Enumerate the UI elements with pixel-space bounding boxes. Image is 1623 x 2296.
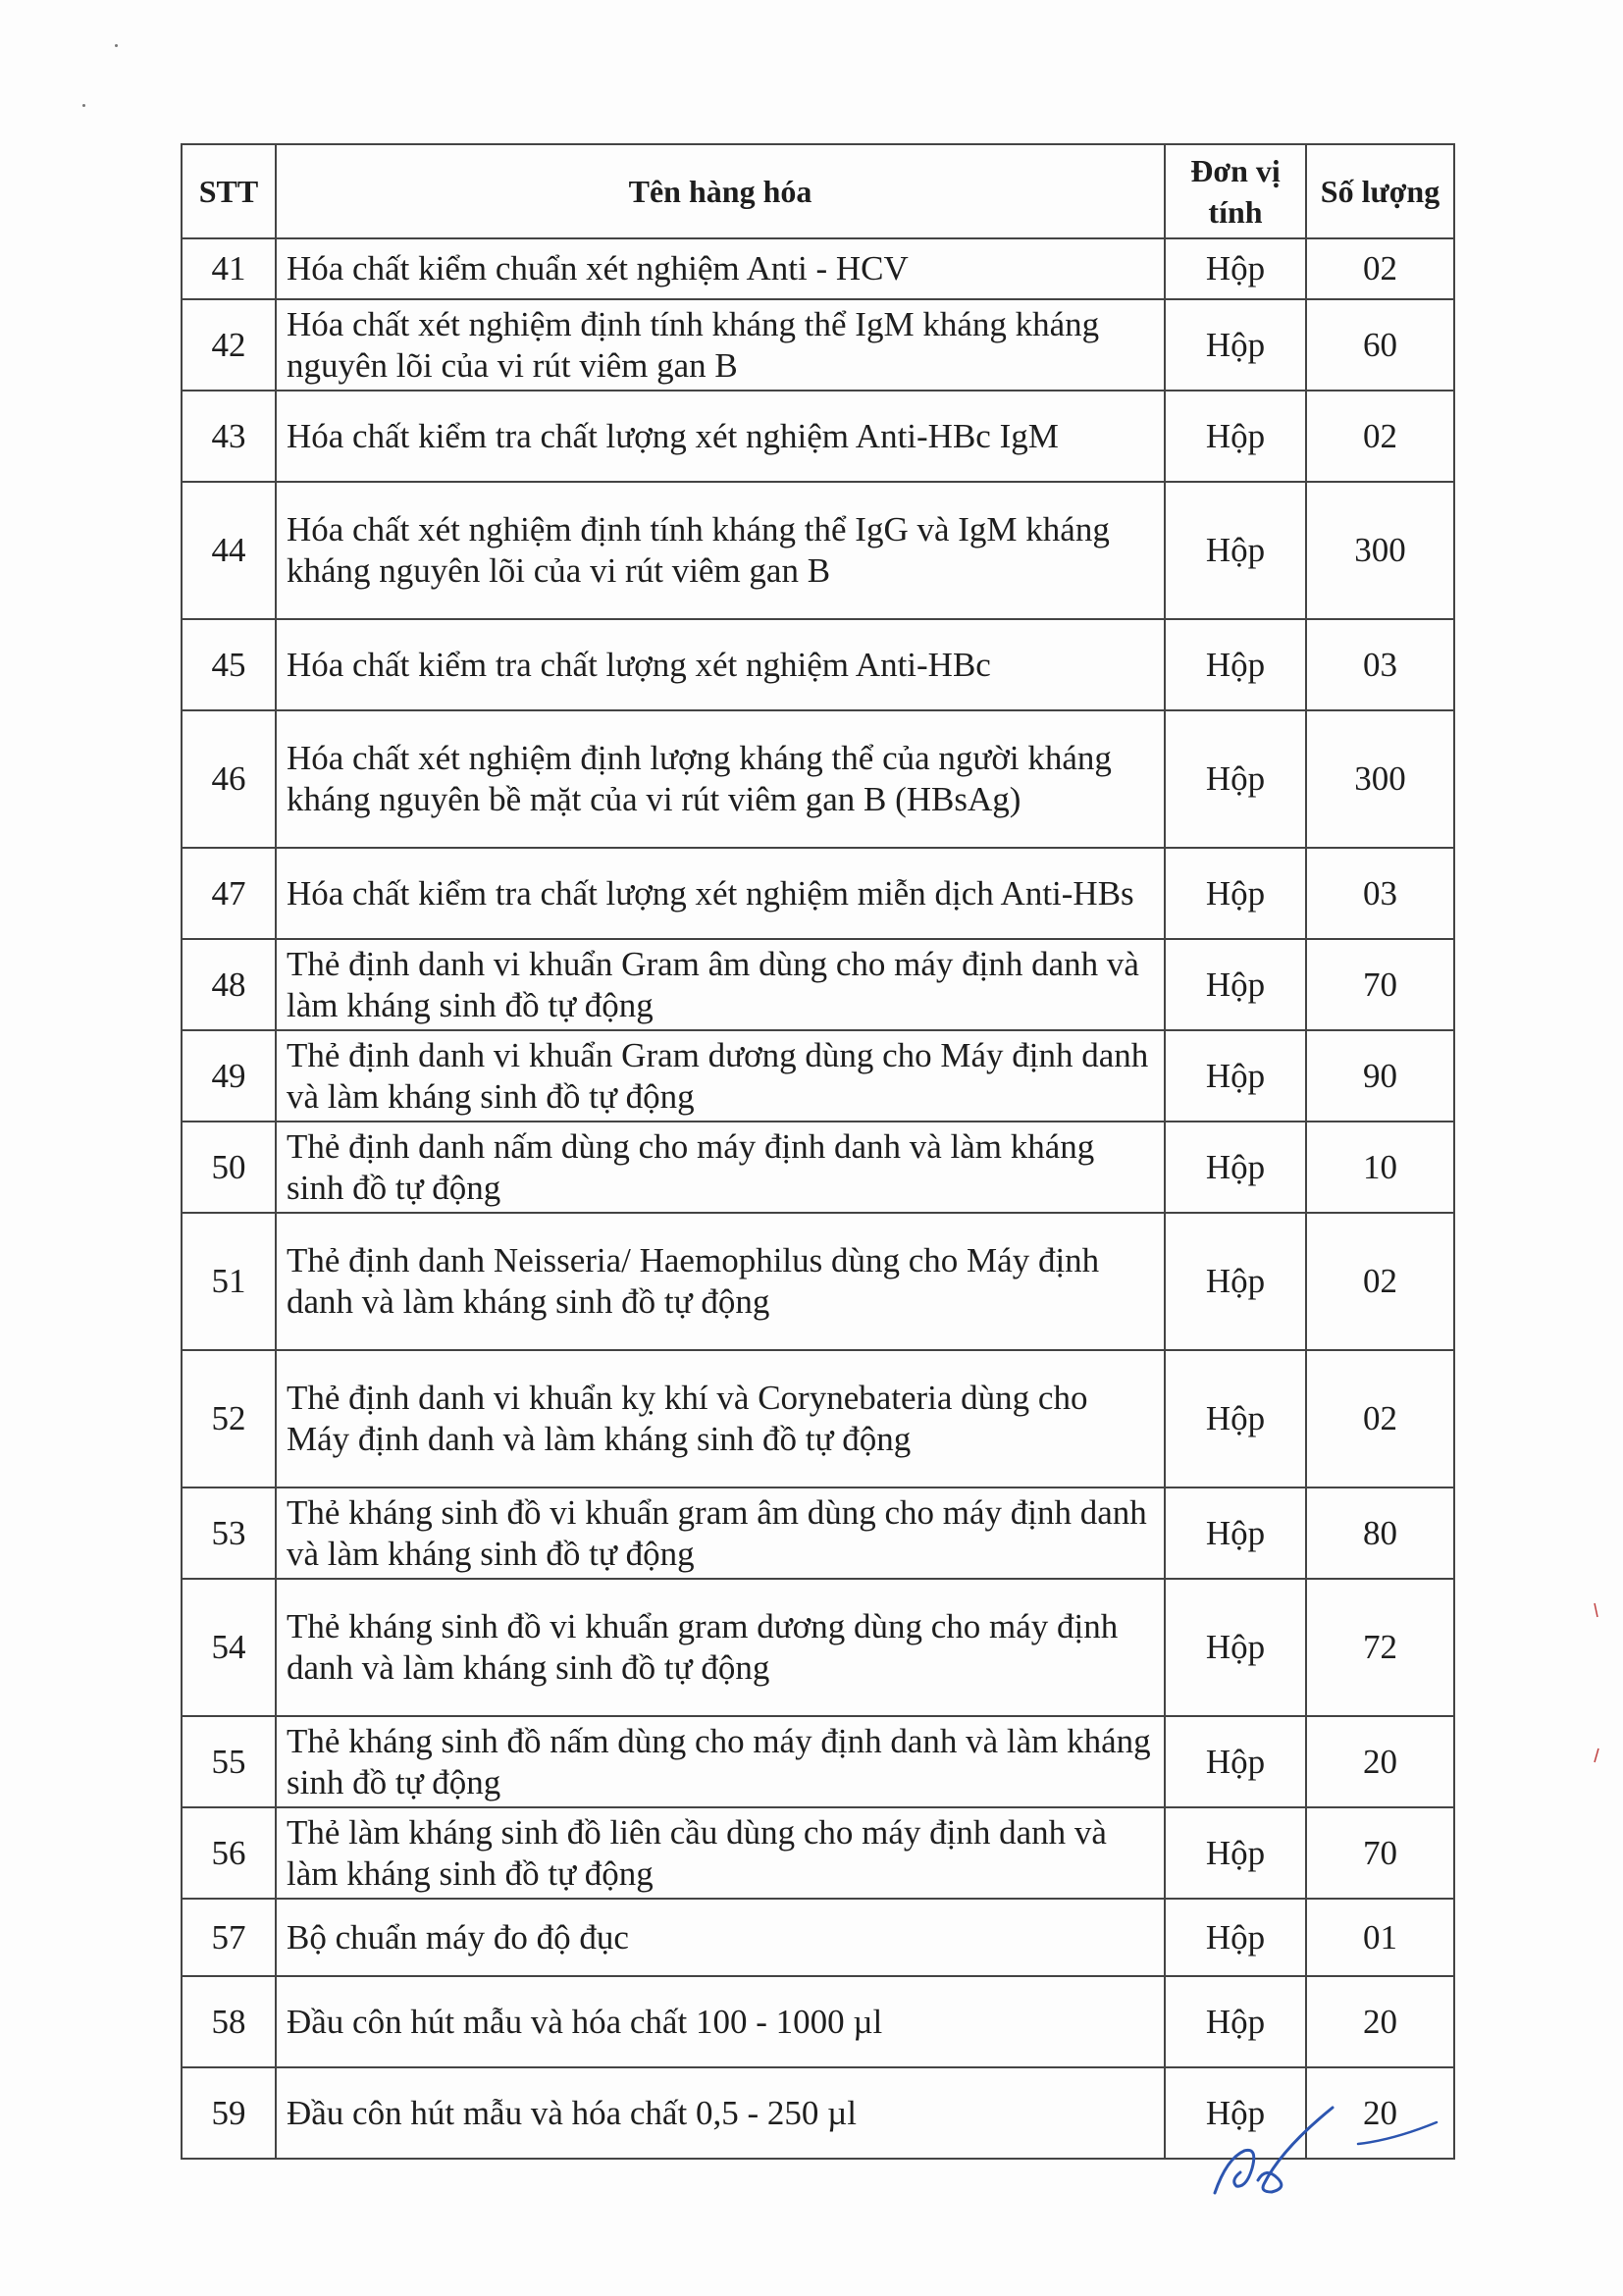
quantity-cell: 300	[1306, 710, 1454, 848]
table-row	[182, 710, 1454, 848]
quantity-cell: 10	[1306, 1122, 1454, 1213]
unit-cell: Hộp	[1165, 1213, 1306, 1350]
unit-cell: Hộp	[1165, 1807, 1306, 1899]
quantity-cell: 02	[1306, 1350, 1454, 1487]
table-row	[182, 939, 1454, 1030]
row-number: 57	[182, 1899, 276, 1976]
item-name: Thẻ định danh Neisseria/ Haemophilus dùng cho Máy định danh và làm kháng sinh đồ tự động	[276, 1213, 1165, 1350]
unit-cell: Hộp	[1165, 1579, 1306, 1716]
table-row	[182, 1716, 1454, 1807]
row-number: 56	[182, 1807, 276, 1899]
unit-cell: Hộp	[1165, 939, 1306, 1030]
signature	[1207, 2090, 1344, 2198]
quantity-cell: 60	[1306, 299, 1454, 391]
row-number: 41	[182, 238, 276, 299]
quantity-cell: 02	[1306, 1213, 1454, 1350]
item-name: Thẻ định danh vi khuẩn Gram âm dùng cho máy định danh và làm kháng sinh đồ tự động	[276, 939, 1165, 1030]
table-row	[182, 238, 1454, 299]
table-row	[182, 1487, 1454, 1579]
row-number: 55	[182, 1716, 276, 1807]
unit-cell: Hộp	[1165, 1899, 1306, 1976]
quantity-cell: 20	[1306, 1976, 1454, 2067]
goods-table-body	[182, 238, 1454, 2159]
quantity-cell: 03	[1306, 619, 1454, 710]
item-name: Thẻ định danh vi khuẩn kỵ khí và Corynebateria dùng cho Máy định danh và làm kháng sinh đồ tự động	[276, 1350, 1165, 1487]
row-number: 47	[182, 848, 276, 939]
unit-cell: Hộp	[1165, 299, 1306, 391]
item-name: Thẻ kháng sinh đồ vi khuẩn gram âm dùng cho máy định danh và làm kháng sinh đồ tự động	[276, 1487, 1165, 1579]
quantity-cell: 02	[1306, 238, 1454, 299]
item-name: Đầu côn hút mẫu và hóa chất 100 - 1000 µl	[276, 1976, 1165, 2067]
item-name: Thẻ định danh nấm dùng cho máy định danh và làm kháng sinh đồ tự động	[276, 1122, 1165, 1213]
table-row	[182, 619, 1454, 710]
table-row	[182, 391, 1454, 482]
margin-mark	[1592, 1601, 1601, 1621]
row-number: 49	[182, 1030, 276, 1122]
margin-mark	[1592, 1747, 1601, 1766]
quantity-cell: 70	[1306, 939, 1454, 1030]
row-number: 46	[182, 710, 276, 848]
row-number: 43	[182, 391, 276, 482]
item-name: Hóa chất xét nghiệm định tính kháng thể IgM kháng kháng nguyên lõi của vi rút viêm gan B	[276, 299, 1165, 391]
item-name: Bộ chuẩn máy đo độ đục	[276, 1899, 1165, 1976]
unit-cell: Hộp	[1165, 238, 1306, 299]
item-name: Thẻ làm kháng sinh đồ liên cầu dùng cho máy định danh và làm kháng sinh đồ tự động	[276, 1807, 1165, 1899]
row-number: 52	[182, 1350, 276, 1487]
quantity-pen-stroke	[1354, 2114, 1442, 2154]
table-row	[182, 848, 1454, 939]
table-row	[182, 1350, 1454, 1487]
quantity-cell: 80	[1306, 1487, 1454, 1579]
item-name: Hóa chất kiểm tra chất lượng xét nghiệm Anti-HBc	[276, 619, 1165, 710]
row-number: 45	[182, 619, 276, 710]
row-number: 50	[182, 1122, 276, 1213]
scan-speck	[82, 104, 85, 107]
row-number: 51	[182, 1213, 276, 1350]
row-number: 59	[182, 2067, 276, 2159]
item-name: Hóa chất xét nghiệm định lượng kháng thể của người kháng kháng nguyên bề mặt của vi rút viêm gan B (HBsAg)	[276, 710, 1165, 848]
header-unit: Đơn vị tính	[1165, 144, 1306, 238]
table-row	[182, 482, 1454, 619]
unit-cell: Hộp	[1165, 1350, 1306, 1487]
header-name: Tên hàng hóa	[276, 144, 1165, 238]
unit-cell: Hộp	[1165, 619, 1306, 710]
unit-cell: Hộp	[1165, 1976, 1306, 2067]
row-number: 54	[182, 1579, 276, 1716]
quantity-cell: 90	[1306, 1030, 1454, 1122]
header-row	[182, 144, 1454, 238]
quantity-cell: 300	[1306, 482, 1454, 619]
item-name: Thẻ kháng sinh đồ nấm dùng cho máy định danh và làm kháng sinh đồ tự động	[276, 1716, 1165, 1807]
unit-cell: Hộp	[1165, 1122, 1306, 1213]
unit-cell: Hộp	[1165, 848, 1306, 939]
item-name: Hóa chất xét nghiệm định tính kháng thể IgG và IgM kháng kháng nguyên lõi của vi rút viêm gan B	[276, 482, 1165, 619]
goods-table	[181, 143, 1455, 2160]
quantity-cell: 02	[1306, 391, 1454, 482]
unit-cell: Hộp	[1165, 1030, 1306, 1122]
item-name: Hóa chất kiểm tra chất lượng xét nghiệm Anti-HBc IgM	[276, 391, 1165, 482]
row-number: 53	[182, 1487, 276, 1579]
table-row	[182, 1899, 1454, 1976]
header-qty: Số lượng	[1306, 144, 1454, 238]
unit-cell: Hộp	[1165, 391, 1306, 482]
unit-cell: Hộp	[1165, 2067, 1306, 2159]
table-row	[182, 1122, 1454, 1213]
item-name: Hóa chất kiểm tra chất lượng xét nghiệm miễn dịch Anti-HBs	[276, 848, 1165, 939]
table-row	[182, 1579, 1454, 1716]
header-stt: STT	[182, 144, 276, 238]
row-number: 44	[182, 482, 276, 619]
quantity-cell: 03	[1306, 848, 1454, 939]
scan-speck	[115, 44, 118, 47]
quantity-cell: 20	[1306, 2067, 1454, 2159]
table-row	[182, 299, 1454, 391]
quantity-cell: 70	[1306, 1807, 1454, 1899]
row-number: 58	[182, 1976, 276, 2067]
row-number: 48	[182, 939, 276, 1030]
table-row	[182, 1807, 1454, 1899]
quantity-cell: 01	[1306, 1899, 1454, 1976]
row-number: 42	[182, 299, 276, 391]
quantity-cell: 72	[1306, 1579, 1454, 1716]
table-row	[182, 1213, 1454, 1350]
item-name: Hóa chất kiểm chuẩn xét nghiệm Anti - HCV	[276, 238, 1165, 299]
unit-cell: Hộp	[1165, 1716, 1306, 1807]
unit-cell: Hộp	[1165, 482, 1306, 619]
item-name: Thẻ kháng sinh đồ vi khuẩn gram dương dùng cho máy định danh và làm kháng sinh đồ tự động	[276, 1579, 1165, 1716]
unit-cell: Hộp	[1165, 1487, 1306, 1579]
table-row	[182, 1030, 1454, 1122]
unit-cell: Hộp	[1165, 710, 1306, 848]
item-name: Thẻ định danh vi khuẩn Gram dương dùng cho Máy định danh và làm kháng sinh đồ tự động	[276, 1030, 1165, 1122]
item-name: Đầu côn hút mẫu và hóa chất 0,5 - 250 µl	[276, 2067, 1165, 2159]
table-row	[182, 1976, 1454, 2067]
quantity-cell: 20	[1306, 1716, 1454, 1807]
